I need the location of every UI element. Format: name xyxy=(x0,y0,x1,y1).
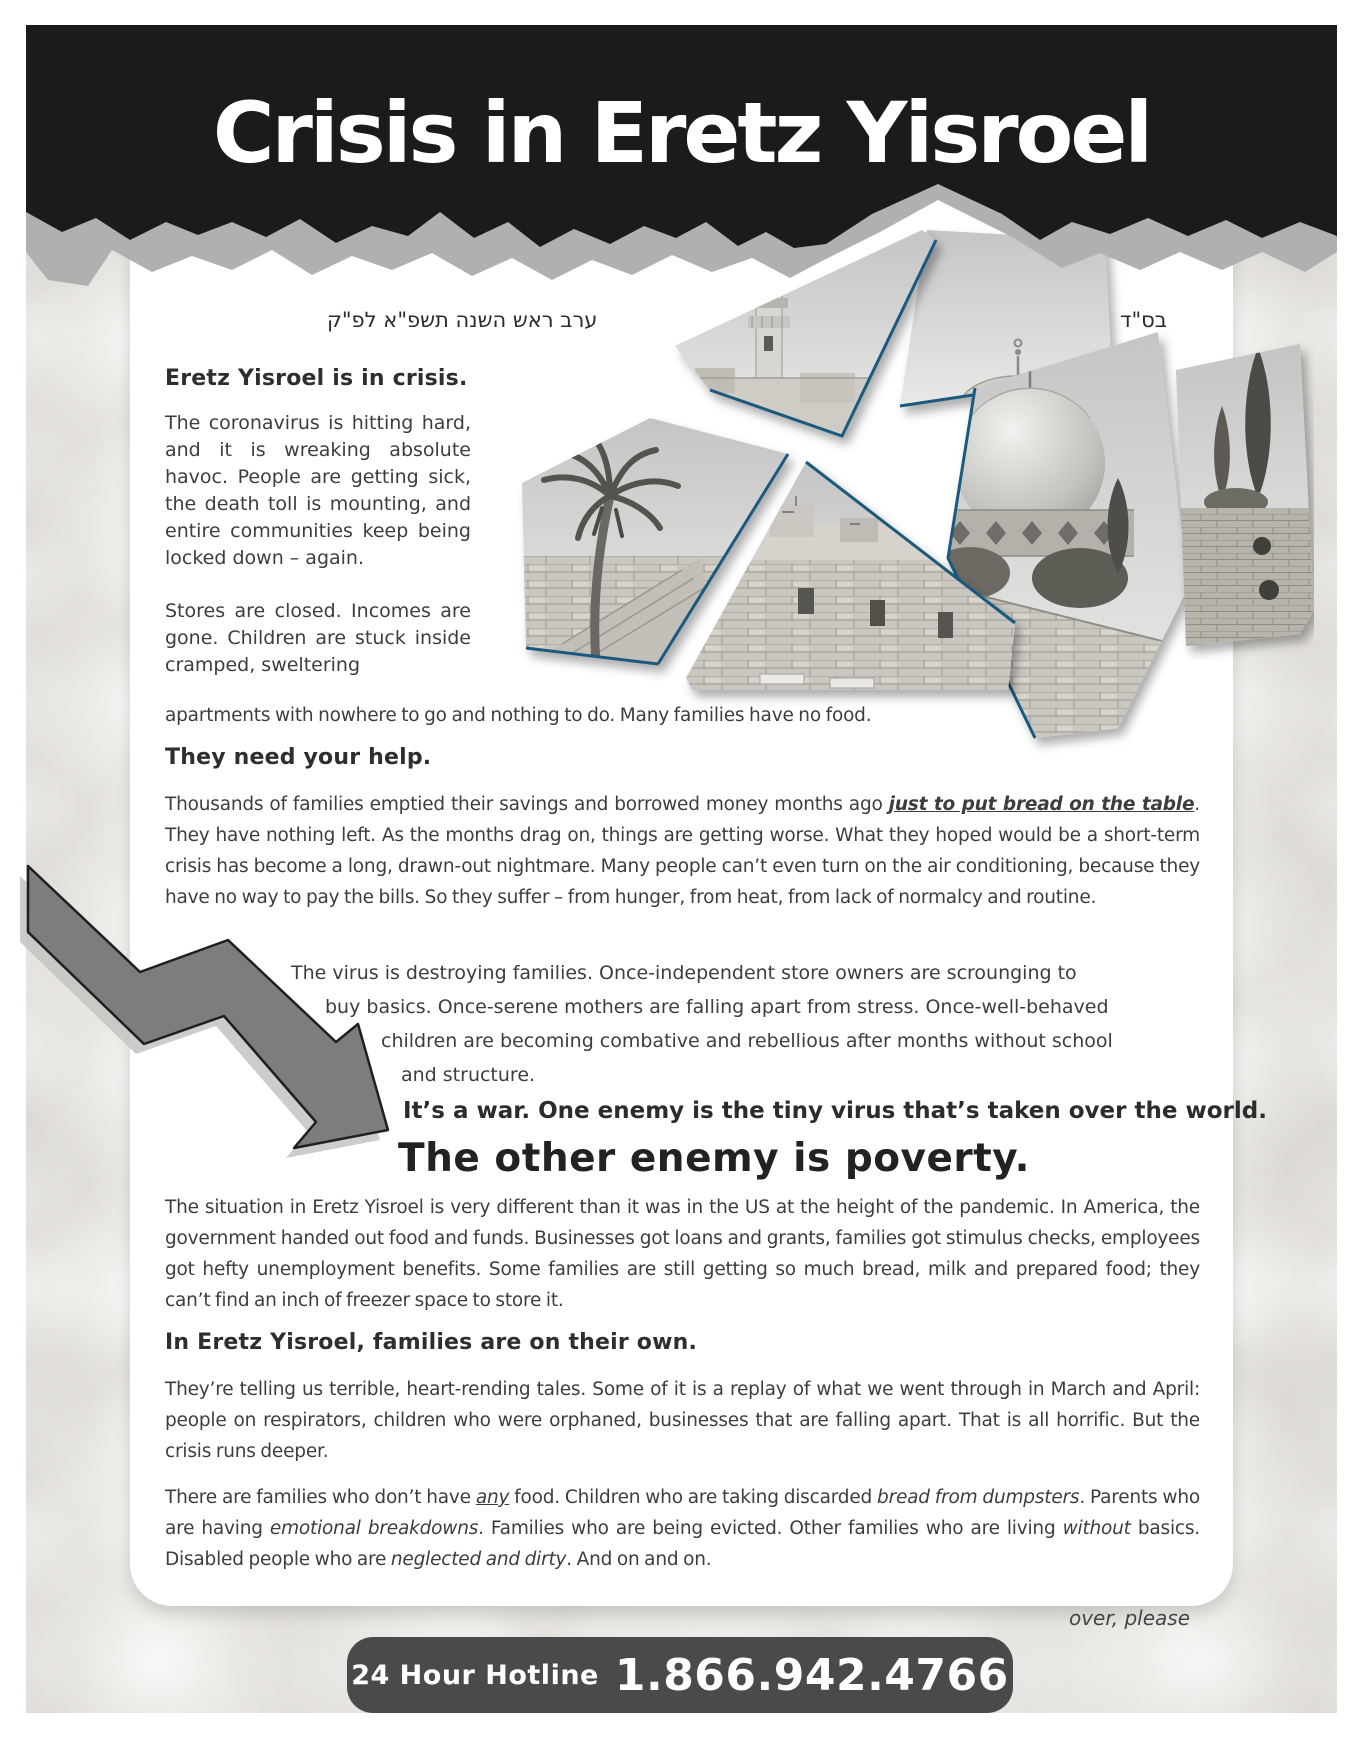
hotline-number: 1.866.942.4766 xyxy=(614,1649,1009,1701)
poverty-statement: The other enemy is poverty. xyxy=(398,1136,1030,1181)
page-title: Crisis in Eretz Yisroel xyxy=(212,84,1151,182)
hotline-label: 24 Hour Hotline xyxy=(351,1659,599,1691)
heading-help: They need your help. xyxy=(165,745,432,770)
over-please-note: over, please xyxy=(1068,1606,1190,1630)
paragraph-virus-destroying: The virus is destroying families. Once-independent store owners are scrounging to buy basics. Once-serene mothers are falling apart from stress. Once-well-behaved children are becoming combative and rebellious after months without school and structure. xyxy=(291,962,1113,1086)
paragraph-savings: Thousands of families emptied their savings and borrowed money months ago just to put bread on the table. They have nothing left. As the months drag on, things are getting worse. What they hoped would be a short-term crisis has become a long, drawn-out nightmare. Many people can’t even turn on the air conditioning, because they have no way to pay the bills. So they suffer – from hunger, from heat, from lack of normalcy and routine. xyxy=(165,794,1200,908)
heading-crisis: Eretz Yisroel is in crisis. xyxy=(165,366,468,391)
hebrew-bsd: בס"ד xyxy=(1120,308,1167,332)
hebrew-date: ערב ראש השנה תשפ"א לפ"ק xyxy=(327,308,598,332)
paragraph-stores: Stores are closed. Incomes are gone. Children are stuck inside cramped, sweltering xyxy=(165,600,471,676)
paragraph-stores-continued: apartments with nowhere to go and nothing to do. Many families have no food. xyxy=(165,705,872,726)
paragraph-us-comparison: The situation in Eretz Yisroel is very different than it was in the US at the height of the pandemic. In America, the government handed out food and funds. Businesses got loans and grants, families got stimulus checks, employees got hefty unemployment benefits. Some families are still getting so much bread, milk and prepared food; they can’t find an inch of freezer space to store it. xyxy=(165,1197,1200,1311)
war-statement: It’s a war. One enemy is the tiny virus that’s taken over the world. xyxy=(403,1098,1267,1124)
paragraph-tales: They’re telling us terrible, heart-rending tales. Some of it is a replay of what we went through in March and April: people on respirators, children who were orphaned, businesses that are falling apart. That is all horrific. But the crisis runs deeper. xyxy=(165,1379,1200,1462)
paragraph-no-food: There are families who don’t have any food. Children who are taking discarded bread from dumpsters. Parents who are having emotional breakdowns. Families who are being evicted. Other families who are living without basics. Disabled people who are neglected and dirty. And on and on. xyxy=(165,1487,1200,1570)
hotline-bar xyxy=(347,1637,1013,1713)
heading-on-their-own: In Eretz Yisroel, families are on their own. xyxy=(165,1330,698,1355)
cypress-and-wall-photo xyxy=(1168,333,1314,653)
paragraph-coronavirus: The coronavirus is hitting hard, and it is wreaking absolute havoc. People are getting sick, the death toll is mounting, and entire communities keep being locked down – again. xyxy=(165,412,471,569)
